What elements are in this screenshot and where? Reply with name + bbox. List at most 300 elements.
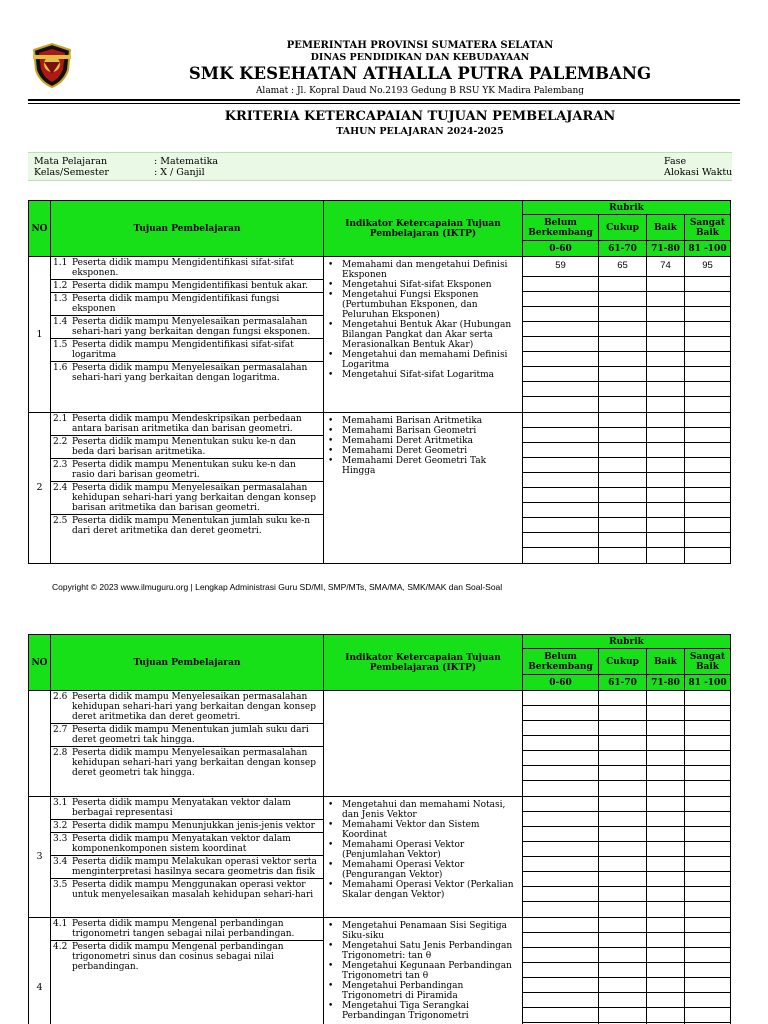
tp-text: Peserta didik mampu Menentukan jumlah suku ke-n dari deret aritmetika dan deret geometri. — [72, 516, 311, 536]
bullet-icon: • — [328, 290, 334, 300]
subject-label: Mata Pelajaran — [34, 156, 108, 167]
tujuan-pembelajaran-cell — [51, 691, 324, 797]
rubric-empty-cell — [685, 413, 731, 564]
column-header-rubrik: Rubrik — [523, 635, 731, 649]
rubric-grid-line — [599, 277, 646, 292]
rubric-grid-line — [685, 277, 730, 292]
bullet-icon: • — [328, 456, 334, 466]
tp-number: 3.2 — [53, 821, 68, 831]
rubric-empty-cell — [647, 918, 685, 1024]
rubric-empty-cell — [599, 691, 647, 797]
rubric-grid-line — [647, 503, 684, 518]
rubric-grid-line — [599, 473, 646, 488]
rubric-grid-line — [599, 963, 646, 978]
iktp-item — [328, 416, 518, 426]
rubric-grid-line — [599, 948, 646, 963]
tp-text: Peserta didik mampu Menyelesaikan permasalahan kehidupan sehari-hari yang berkaitan dengan konsep deret geometri tak hingga. — [72, 748, 316, 778]
letterhead-address: Alamat : Jl. Kopral Daud No.2193 Gedung B RSU YK Madira Palembang — [255, 86, 585, 96]
range-baik: 71-80 — [647, 675, 685, 691]
rubric-grid-line — [523, 458, 598, 473]
iktp-text: Memahami Barisan Aritmetika — [342, 416, 483, 426]
tp-number: 4.1 — [53, 919, 68, 929]
level-cukup: Cukup — [599, 215, 647, 241]
rubric-grid-line — [647, 548, 684, 563]
rubric-grid-line — [599, 887, 646, 902]
level-belum-berkembang: Belum Berkembang — [523, 215, 599, 241]
copyright-footer: Copyright © 2023 www.ilmuguru.org | Lengkap Administrasi Guru SD/MI, SMP/MTs, SMA/MA, SMK/MAK dan Soal-Soal — [52, 582, 503, 592]
rubric-grid-line — [523, 518, 598, 533]
tp-number: 4.2 — [53, 942, 68, 952]
rubric-grid-line — [685, 827, 730, 842]
rubric-grid-line — [599, 292, 646, 307]
iktp-text: Mengetahui Fungsi Eksponen (Pertumbuhan Eksponen, dan Peluruhan Eksponen) — [342, 290, 479, 320]
range-sangat-baik: 81 -100 — [685, 241, 731, 257]
tp-number: 1.3 — [53, 294, 68, 304]
range-sangat-baik: 81 -100 — [685, 675, 731, 691]
range-belum-berkembang: 0-60 — [523, 241, 599, 257]
document-year: TAHUN PELAJARAN 2024-2025 — [336, 126, 504, 137]
tp-item — [51, 436, 323, 459]
iktp-text: Mengetahui Kegunaan Perbandingan Trigonometri tan θ — [342, 961, 512, 981]
tp-number: 1.2 — [53, 281, 68, 291]
rubric-grid-line — [523, 503, 598, 518]
rubric-grid-line — [599, 382, 646, 397]
iktp-item — [328, 426, 518, 436]
rubric-grid-line — [647, 488, 684, 503]
rubric-grid-line — [685, 797, 730, 812]
rubric-grid-line — [599, 781, 646, 796]
rubric-grid-line — [647, 322, 684, 337]
tujuan-pembelajaran-cell — [51, 257, 324, 413]
iktp-item — [328, 800, 518, 820]
iktp-text: Memahami Vektor dan Sistem Koordinat — [342, 820, 480, 840]
iktp-text: Mengetahui Bentuk Akar (Hubungan Bilangan Pangkat dan Akar serta Merasionalkan Bentuk Akar) — [342, 320, 512, 350]
rubric-grid-line — [523, 443, 598, 458]
school-logo-icon — [30, 42, 74, 88]
level-sangat-baik: Sangat Baik — [685, 215, 731, 241]
tp-number: 2.6 — [53, 692, 68, 702]
rubric-grid-line — [685, 887, 730, 902]
bullet-icon: • — [328, 961, 334, 971]
rubric-grid-line — [523, 797, 598, 812]
rubric-grid-line — [685, 721, 730, 736]
row-number: 3 — [29, 797, 51, 918]
column-header-no: NO — [29, 635, 51, 691]
rubric-grid-line — [685, 963, 730, 978]
rubric-grid-line — [523, 902, 598, 917]
iktp-text: Mengetahui Sifat-sifat Logaritma — [342, 370, 495, 380]
iktp-item — [328, 880, 518, 900]
tp-number: 1.4 — [53, 317, 68, 327]
iktp-text: Memahami Operasi Vektor (Pengurangan Vektor) — [342, 860, 465, 880]
bullet-icon: • — [328, 416, 334, 426]
iktp-text: Memahami Deret Geometri Tak Hingga — [342, 456, 487, 476]
row-number — [29, 691, 51, 797]
rubric-grid-line — [523, 857, 598, 872]
rubric-grid-line — [599, 413, 646, 428]
tp-number: 1.5 — [53, 340, 68, 350]
column-header-tp: Tujuan Pembelajaran — [51, 635, 324, 691]
rubric-grid-line — [685, 1008, 730, 1023]
rubric-grid-line — [685, 548, 730, 563]
rubric-grid-line — [523, 1008, 598, 1023]
rubric-grid-line — [599, 857, 646, 872]
rubric-grid-line — [647, 902, 684, 917]
rubric-score: 59 — [523, 257, 598, 277]
rubric-grid-line — [685, 413, 730, 428]
tp-text: Peserta didik mampu Mengidentifikasi fungsi eksponen — [72, 294, 280, 314]
bullet-icon: • — [328, 446, 334, 456]
bullet-icon: • — [328, 941, 334, 951]
tp-text: Peserta didik mampu Menyatakan vektor dalam komponenkomponen sistem koordinat — [72, 834, 291, 854]
rubric-empty-cell — [523, 797, 599, 918]
rubric-grid-line — [599, 902, 646, 917]
rubric-grid-line — [647, 367, 684, 382]
tp-text: Peserta didik mampu Menentukan suku ke-n dan rasio dari barisan geometri. — [72, 460, 296, 480]
rubric-grid-line — [685, 518, 730, 533]
rubric-grid-line — [599, 337, 646, 352]
rubric-grid-line — [685, 781, 730, 796]
iktp-item — [328, 320, 518, 350]
iktp-item — [328, 981, 518, 1001]
rubric-grid-line — [647, 963, 684, 978]
tp-number: 2.5 — [53, 516, 68, 526]
rubric-score-cell — [647, 257, 685, 413]
rubric-grid-line — [523, 842, 598, 857]
bullet-icon: • — [328, 981, 334, 991]
rubric-grid-line — [599, 918, 646, 933]
rubric-grid-line — [647, 887, 684, 902]
tp-item — [51, 316, 323, 339]
tp-number: 3.3 — [53, 834, 68, 844]
rubric-grid-line — [647, 721, 684, 736]
rubric-grid-line — [523, 488, 598, 503]
tp-item — [51, 280, 323, 293]
rubric-grid-line — [647, 307, 684, 322]
bullet-icon: • — [328, 800, 334, 810]
rubric-grid-line — [647, 458, 684, 473]
rubric-grid-line — [647, 277, 684, 292]
rubric-grid-line — [647, 382, 684, 397]
rubric-grid-line — [685, 367, 730, 382]
bullet-icon: • — [328, 260, 334, 270]
bullet-icon: • — [328, 860, 334, 870]
rubric-grid-line — [523, 887, 598, 902]
rubric-grid-line — [685, 428, 730, 443]
letterhead — [80, 40, 760, 97]
tp-item — [51, 362, 323, 384]
rubric-grid-line — [523, 963, 598, 978]
rubric-grid-line — [647, 691, 684, 706]
subject-value: : Matematika — [154, 156, 218, 167]
rubric-grid-line — [647, 706, 684, 721]
iktp-text: Memahami Deret Geometri — [342, 446, 468, 456]
rubric-grid-line — [685, 902, 730, 917]
tp-text: Peserta didik mampu Menyatakan vektor dalam berbagai representasi — [72, 798, 291, 818]
tp-text: Peserta didik mampu Menentukan suku ke-n dan beda dari barisan aritmetika. — [72, 437, 296, 457]
tp-text: Peserta didik mampu Menunjukkan jenis-jenis vektor — [72, 821, 315, 831]
tp-text: Peserta didik mampu Menggunakan operasi vektor untuk menyelesaikan masalah kehidupan sehari-hari — [72, 880, 314, 900]
iktp-text: Memahami Deret Aritmetika — [342, 436, 473, 446]
rubric-grid-line — [685, 443, 730, 458]
tp-item — [51, 918, 323, 941]
tp-item — [51, 482, 323, 515]
tp-item — [51, 833, 323, 856]
iktp-text: Mengetahui Tiga Serangkai Perbandingan Trigonometri — [342, 1001, 470, 1021]
tp-item — [51, 820, 323, 833]
rubric-empty-cell — [685, 918, 731, 1024]
rubric-grid-line — [685, 993, 730, 1008]
rubric-grid-line — [647, 292, 684, 307]
rubric-grid-line — [647, 872, 684, 887]
rubric-grid-line — [685, 842, 730, 857]
rubric-grid-line — [523, 533, 598, 548]
tp-number: 1.1 — [53, 258, 68, 268]
rubric-grid-line — [685, 918, 730, 933]
rubric-grid-line — [685, 691, 730, 706]
rubric-grid-line — [523, 397, 598, 412]
rubric-grid-line — [523, 993, 598, 1008]
tp-item — [51, 941, 323, 973]
rubric-grid-line — [599, 797, 646, 812]
row-number: 2 — [29, 413, 51, 564]
range-belum-berkembang: 0-60 — [523, 675, 599, 691]
rubric-empty-cell — [647, 413, 685, 564]
tp-item — [51, 459, 323, 482]
tujuan-pembelajaran-cell — [51, 797, 324, 918]
tp-number: 2.4 — [53, 483, 68, 493]
tp-text: Peserta didik mampu Menentukan jumlah suku dari deret geometri tak hingga. — [72, 725, 309, 745]
rubric-grid-line — [523, 872, 598, 887]
rubric-grid-line — [599, 993, 646, 1008]
rubric-grid-line — [647, 993, 684, 1008]
tp-number: 2.1 — [53, 414, 68, 424]
iktp-text: Mengetahui dan memahami Definisi Logaritma — [342, 350, 508, 370]
rubric-grid-line — [599, 458, 646, 473]
level-baik: Baik — [647, 649, 685, 675]
rubric-empty-cell — [685, 691, 731, 797]
rubric-grid-line — [647, 933, 684, 948]
iktp-item — [328, 921, 518, 941]
range-cukup: 61-70 — [599, 241, 647, 257]
iktp-item — [328, 446, 518, 456]
phase-label: Fase — [664, 156, 687, 167]
rubric-grid-line — [523, 413, 598, 428]
bullet-icon: • — [328, 1001, 334, 1011]
column-header-tp: Tujuan Pembelajaran — [51, 201, 324, 257]
rubric-grid-line — [647, 918, 684, 933]
iktp-item — [328, 350, 518, 370]
iktp-cell — [324, 691, 523, 797]
rubric-grid-line — [599, 736, 646, 751]
rubric-grid-line — [647, 352, 684, 367]
column-header-iktp: Indikator Ketercapaian Tujuan Pembelajaran (IKTP) — [324, 201, 523, 257]
class-label: Kelas/Semester — [34, 167, 109, 178]
tp-text: Peserta didik mampu Menyelesaikan permasalahan sehari-hari yang berkaitan dengan logaritma. — [72, 363, 308, 383]
rubric-grid-line — [523, 812, 598, 827]
rubric-empty-cell — [523, 918, 599, 1024]
letterhead-rule-thick — [28, 99, 740, 101]
rubric-grid-line — [647, 766, 684, 781]
rubric-grid-line — [647, 797, 684, 812]
iktp-item — [328, 820, 518, 840]
rubric-grid-line — [685, 857, 730, 872]
rubric-grid-line — [685, 872, 730, 887]
tp-item — [51, 257, 323, 280]
rubric-grid-line — [599, 307, 646, 322]
rubric-grid-line — [523, 337, 598, 352]
iktp-cell — [324, 918, 523, 1024]
iktp-text: Memahami Operasi Vektor (Perkalian Skalar dengan Vektor) — [342, 880, 514, 900]
rubric-grid-line — [599, 842, 646, 857]
tp-item — [51, 515, 323, 537]
rubric-grid-line — [523, 721, 598, 736]
iktp-item — [328, 370, 518, 380]
range-cukup: 61-70 — [599, 675, 647, 691]
rubric-score: 65 — [599, 257, 646, 277]
rubric-grid-line — [647, 842, 684, 857]
rubric-grid-line — [685, 382, 730, 397]
rubric-grid-line — [599, 548, 646, 563]
rubric-grid-line — [647, 518, 684, 533]
rubric-grid-line — [523, 307, 598, 322]
tp-number: 1.6 — [53, 363, 68, 373]
tp-item — [51, 856, 323, 879]
iktp-cell — [324, 797, 523, 918]
rubric-grid-line — [599, 488, 646, 503]
rubric-grid-line — [647, 443, 684, 458]
rubric-grid-line — [685, 473, 730, 488]
rubric-grid-line — [685, 706, 730, 721]
iktp-text: Mengetahui Penamaan Sisi Segitiga Siku-siku — [342, 921, 507, 941]
rubric-grid-line — [647, 978, 684, 993]
ktp-table-page-2 — [28, 634, 731, 1024]
rubric-grid-line — [523, 751, 598, 766]
rubric-grid-line — [523, 367, 598, 382]
rubric-grid-line — [685, 766, 730, 781]
row-number: 4 — [29, 918, 51, 1024]
rubric-grid-line — [685, 812, 730, 827]
tp-number: 3.5 — [53, 880, 68, 890]
bullet-icon: • — [328, 840, 334, 850]
tp-item — [51, 724, 323, 747]
iktp-text: Memahami dan mengetahui Definisi Eksponen — [342, 260, 508, 280]
tp-item — [51, 879, 323, 901]
rubric-grid-line — [599, 322, 646, 337]
iktp-item — [328, 280, 518, 290]
rubric-grid-line — [599, 367, 646, 382]
rubric-grid-line — [523, 691, 598, 706]
rubric-grid-line — [685, 503, 730, 518]
rubric-grid-line — [523, 322, 598, 337]
rubric-grid-line — [647, 948, 684, 963]
iktp-item — [328, 260, 518, 280]
iktp-item — [328, 456, 518, 476]
iktp-item — [328, 860, 518, 880]
tp-number: 2.8 — [53, 748, 68, 758]
rubric-grid-line — [599, 933, 646, 948]
tp-number: 2.2 — [53, 437, 68, 447]
tp-item — [51, 747, 323, 779]
letterhead-school-name: SMK KESEHATAN ATHALLA PUTRA PALEMBANG — [188, 64, 652, 83]
rubric-grid-line — [599, 533, 646, 548]
rubric-grid-line — [647, 751, 684, 766]
tp-number: 3.4 — [53, 857, 68, 867]
rubric-grid-line — [523, 736, 598, 751]
rubric-grid-line — [523, 781, 598, 796]
tp-text: Peserta didik mampu Mengenal perbandingan trigonometri sinus dan cosinus sebagai nilai perbandingan. — [72, 942, 284, 972]
rubric-empty-cell — [647, 691, 685, 797]
rubric-empty-cell — [599, 413, 647, 564]
tp-item — [51, 413, 323, 436]
rubric-score-cell — [685, 257, 731, 413]
rubric-grid-line — [523, 766, 598, 781]
range-baik: 71-80 — [647, 241, 685, 257]
column-header-iktp: Indikator Ketercapaian Tujuan Pembelajaran (IKTP) — [324, 635, 523, 691]
rubric-grid-line — [685, 352, 730, 367]
rubric-grid-line — [685, 533, 730, 548]
iktp-text: Mengetahui Satu Jenis Perbandingan Trigonometri: tan θ — [342, 941, 513, 961]
rubric-grid-line — [599, 706, 646, 721]
tp-item — [51, 339, 323, 362]
rubric-grid-line — [647, 413, 684, 428]
rubric-grid-line — [685, 948, 730, 963]
rubric-grid-line — [647, 736, 684, 751]
ktp-table-page-1 — [28, 200, 731, 564]
rubric-grid-line — [647, 827, 684, 842]
tp-text: Peserta didik mampu Mengenal perbandingan trigonometri tangen sebagai nilai perbandingan. — [72, 919, 295, 939]
rubric-grid-line — [647, 781, 684, 796]
iktp-text: Mengetahui Perbandingan Trigonometri di Piramida — [342, 981, 464, 1001]
rubric-grid-line — [523, 548, 598, 563]
document-title: KRITERIA KETERCAPAIAN TUJUAN PEMBELAJARAN — [224, 109, 616, 124]
rubric-grid-line — [685, 458, 730, 473]
rubric-grid-line — [599, 352, 646, 367]
tujuan-pembelajaran-cell — [51, 413, 324, 564]
rubric-grid-line — [599, 503, 646, 518]
rubric-grid-line — [685, 397, 730, 412]
bullet-icon: • — [328, 820, 334, 830]
time-allocation-label: Alokasi Waktu — [664, 167, 733, 178]
rubric-grid-line — [599, 766, 646, 781]
rubric-score-cell — [523, 257, 599, 413]
column-header-no: NO — [29, 201, 51, 257]
rubric-grid-line — [685, 307, 730, 322]
iktp-cell — [324, 257, 523, 413]
tp-item — [51, 691, 323, 724]
tp-number: 2.7 — [53, 725, 68, 735]
tp-number: 3.1 — [53, 798, 68, 808]
tp-text: Peserta didik mampu Menyelesaikan permasalahan sehari-hari yang berkaitan dengan fungsi eksponen. — [72, 317, 311, 337]
bullet-icon: • — [328, 921, 334, 931]
rubric-grid-line — [685, 736, 730, 751]
tp-text: Peserta didik mampu Menyelesaikan permasalahan kehidupan sehari-hari yang berkaitan dengan konsep deret aritmetika dan deret geometri. — [72, 692, 316, 722]
iktp-text: Memahami Barisan Geometri — [342, 426, 477, 436]
rubric-score: 74 — [647, 257, 684, 277]
letterhead-rule-thin — [28, 103, 740, 104]
rubric-grid-line — [647, 397, 684, 412]
tp-item — [51, 293, 323, 316]
tp-text: Peserta didik mampu Melakukan operasi vektor serta menginterpretasi hasilnya secara geometris dan fisik — [72, 857, 317, 877]
rubric-grid-line — [523, 933, 598, 948]
rubric-grid-line — [599, 812, 646, 827]
iktp-item — [328, 961, 518, 981]
tp-text: Peserta didik mampu Mengidentifikasi sifat-sifat eksponen. — [72, 258, 294, 278]
level-sangat-baik: Sangat Baik — [685, 649, 731, 675]
rubric-grid-line — [685, 322, 730, 337]
rubric-grid-line — [599, 428, 646, 443]
rubric-grid-line — [685, 978, 730, 993]
